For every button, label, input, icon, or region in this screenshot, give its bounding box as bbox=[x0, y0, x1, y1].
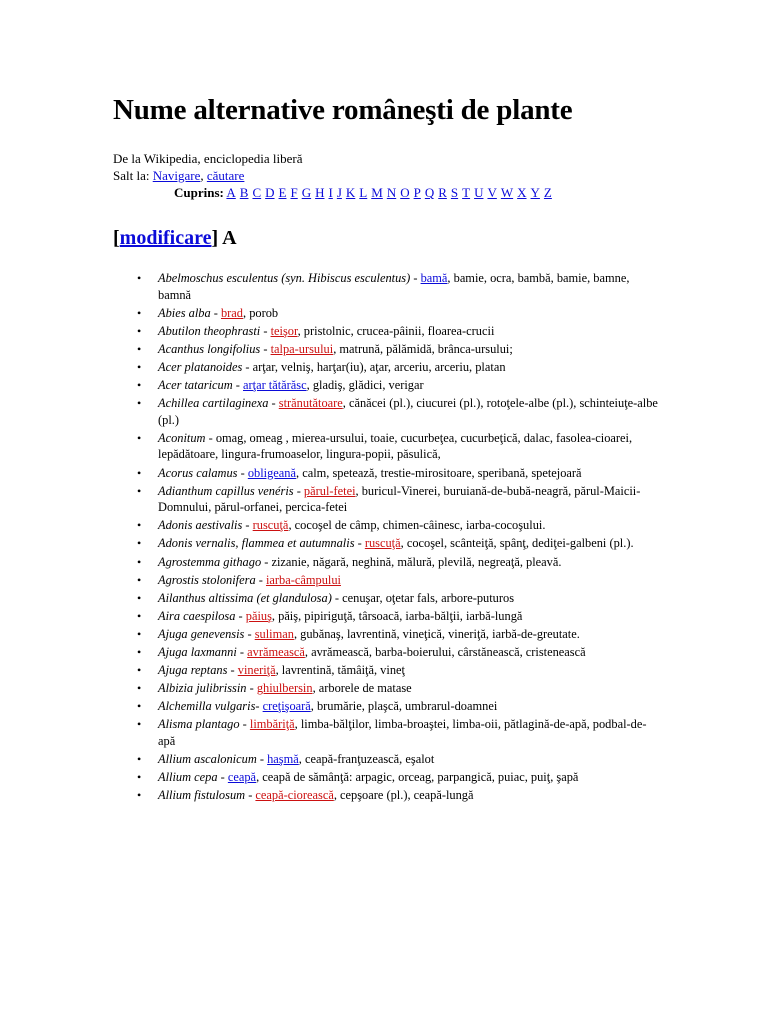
section-letter: A bbox=[222, 227, 237, 249]
common-name-link[interactable]: limbăriţă bbox=[249, 717, 295, 732]
name-separator: - bbox=[242, 518, 253, 533]
alternative-names: , gubănaş, lavrentină, vineţică, vineriţă, iarbă-de-greutate. bbox=[293, 626, 580, 641]
name-separator: - bbox=[255, 699, 263, 714]
alternative-names: , buricul-Vinerei, buruiană-de-bubă-neagră, părul-Maicii-Domnului, părul-orfanei, percica-fetei bbox=[158, 483, 641, 515]
toc-letter-link[interactable]: T bbox=[462, 185, 471, 200]
toc-letter-link[interactable]: O bbox=[400, 185, 410, 200]
name-separator: - bbox=[256, 752, 268, 767]
toc-letter-link[interactable]: Q bbox=[424, 185, 435, 200]
alternative-names: , cepşoare (pl.), ceapă-lungă bbox=[333, 788, 474, 803]
toc-letter-link[interactable]: A bbox=[226, 185, 236, 200]
list-item bbox=[137, 769, 673, 786]
toc-letter-link[interactable]: J bbox=[336, 185, 342, 200]
toc-letter-link[interactable]: L bbox=[359, 185, 368, 200]
bullet-icon: • bbox=[137, 359, 142, 374]
jump-separator: , bbox=[200, 168, 207, 183]
toc-letter-link[interactable]: C bbox=[252, 185, 262, 200]
jump-links bbox=[113, 167, 673, 184]
common-name-link[interactable]: haşmă bbox=[267, 752, 299, 767]
alternative-names: , ceapă-franţuzească, eşalot bbox=[298, 752, 435, 767]
source-line: De la Wikipedia, enciclopedia liberă bbox=[113, 151, 303, 166]
list-item bbox=[137, 359, 673, 376]
toc-letter-link[interactable]: E bbox=[278, 185, 287, 200]
bullet-icon: • bbox=[137, 644, 142, 659]
common-name-link[interactable]: păiuş bbox=[245, 608, 272, 623]
latin-name: Alisma plantago bbox=[158, 717, 240, 732]
toc-letter-link[interactable]: U bbox=[474, 185, 484, 200]
bullet-icon: • bbox=[137, 323, 142, 338]
alternative-names: , păiş, pipiriguţă, târsoacă, iarba-bălţii, iarbă-lungă bbox=[271, 608, 523, 623]
alternative-names: , cănăcei (pl.), ciucurei (pl.), rotoţele-albe (pl.), schinteiuţe-albe (pl.) bbox=[158, 396, 658, 427]
toc-letter-link[interactable]: G bbox=[301, 185, 312, 200]
toc-letter-link[interactable]: D bbox=[265, 185, 275, 200]
common-name-link[interactable]: strănutătoare bbox=[278, 396, 343, 411]
name-separator: - bbox=[354, 536, 365, 551]
bullet-icon: • bbox=[137, 536, 142, 551]
table-of-contents bbox=[174, 184, 673, 201]
list-item bbox=[137, 270, 673, 303]
alternative-names: , bamie, ocra, bambă, bamie, bamne, bamnă bbox=[158, 271, 630, 302]
name-separator: - bbox=[246, 681, 257, 696]
name-separator: - bbox=[260, 323, 271, 338]
latin-name: Adonis vernalis, flammea et autumnalis bbox=[158, 536, 355, 551]
plant-list bbox=[113, 270, 673, 804]
list-item bbox=[137, 751, 673, 768]
common-name-link[interactable]: obligeană bbox=[247, 465, 296, 480]
list-item bbox=[137, 341, 673, 358]
latin-name: Allium ascalonicum bbox=[158, 752, 257, 767]
search-link[interactable]: căutare bbox=[206, 168, 245, 183]
latin-name: Ajuga reptans bbox=[158, 663, 228, 678]
name-separator: - bbox=[210, 305, 221, 320]
toc-letter-link[interactable]: V bbox=[487, 185, 497, 200]
toc-letter-link[interactable]: Y bbox=[530, 185, 540, 200]
toc-letter-link[interactable]: Z bbox=[543, 185, 552, 200]
list-item bbox=[137, 590, 673, 607]
common-name-link[interactable]: avrămească bbox=[247, 644, 305, 659]
bullet-icon: • bbox=[137, 681, 142, 696]
name-separator: - bbox=[268, 396, 279, 411]
common-name-link[interactable]: părul-fetei bbox=[303, 483, 356, 498]
latin-name: Ajuga laxmanni bbox=[158, 644, 237, 659]
list-item bbox=[137, 483, 673, 516]
name-separator: - bbox=[261, 554, 272, 569]
name-separator: - bbox=[245, 788, 256, 803]
section-heading bbox=[113, 225, 673, 251]
article bbox=[113, 92, 673, 805]
common-name-link[interactable]: ruscuţă bbox=[252, 518, 289, 533]
common-name-link[interactable]: iarba-câmpului bbox=[265, 572, 341, 587]
latin-name: Albizia julibrissin bbox=[158, 681, 247, 696]
toc-letter-link[interactable]: M bbox=[371, 185, 383, 200]
alternative-names: , avrămească, barba-boierului, cârstănească, cristenească bbox=[304, 644, 586, 659]
list-item bbox=[137, 572, 673, 589]
list-item bbox=[137, 716, 673, 749]
toc-letter-link[interactable]: R bbox=[438, 185, 447, 200]
toc-letter-link[interactable]: B bbox=[239, 185, 249, 200]
alternative-names: , porob bbox=[243, 305, 279, 320]
list-item bbox=[137, 698, 673, 715]
name-separator: - bbox=[232, 378, 243, 393]
list-item bbox=[137, 395, 673, 428]
bullet-icon: • bbox=[137, 699, 142, 714]
name-separator: - bbox=[235, 608, 246, 623]
common-name-link[interactable]: arţar tătărăsc bbox=[243, 378, 307, 393]
common-name-link[interactable]: suliman bbox=[254, 626, 294, 641]
latin-name: Adonis aestivalis bbox=[158, 518, 243, 533]
alternative-names: , limba-bălţilor, limba-broaştei, limba-oii, pătlagină-de-apă, podbal-de-apă bbox=[158, 717, 647, 748]
edit-section-link[interactable]: modificare bbox=[119, 227, 212, 249]
common-name-link[interactable]: ghiulbersin bbox=[256, 681, 313, 696]
latin-name: Acer platanoides bbox=[158, 359, 243, 374]
list-item bbox=[137, 305, 673, 322]
alternative-names: , cocoşel de câmp, chimen-câinesc, iarba-cocoşului. bbox=[288, 518, 546, 533]
bullet-icon: • bbox=[137, 341, 142, 356]
common-name-link[interactable]: teişor bbox=[270, 323, 298, 338]
alternative-names: , brumărie, plaşcă, umbrarul-doamnei bbox=[310, 699, 498, 714]
name-separator: - bbox=[217, 770, 228, 785]
latin-name: Abelmoschus esculentus (syn. Hibiscus esculentus) bbox=[158, 271, 411, 285]
list-item bbox=[137, 626, 673, 643]
toc-letter-link[interactable]: N bbox=[386, 185, 397, 200]
toc-letter-link[interactable]: W bbox=[500, 185, 514, 200]
toc-letter-link[interactable]: S bbox=[450, 185, 459, 200]
common-name-link[interactable]: bamă bbox=[420, 271, 448, 285]
latin-name: Ajuga genevensis bbox=[158, 626, 245, 641]
latin-name: Alchemilla vulgaris bbox=[158, 699, 256, 714]
list-item bbox=[137, 377, 673, 394]
name-separator: - bbox=[237, 465, 248, 480]
list-item bbox=[137, 517, 673, 534]
toc-letter-link[interactable]: H bbox=[315, 185, 325, 200]
alternative-names: arţar, velniş, harţar(iu), aţar, arceriu, arceriu, platan bbox=[252, 359, 506, 374]
name-separator: - bbox=[410, 271, 421, 285]
latin-name: Aira caespilosa bbox=[158, 608, 236, 623]
page-title: Nume alternative româneşti de plante bbox=[113, 94, 573, 126]
toc-letter-link[interactable]: K bbox=[345, 185, 356, 200]
list-item bbox=[137, 644, 673, 661]
bullet-icon: • bbox=[137, 770, 142, 785]
latin-name: Achillea cartilaginexa bbox=[158, 396, 269, 411]
common-name-link[interactable]: ruscuţă bbox=[364, 536, 401, 551]
alternative-names: omag, omeag , mierea-ursului, toaie, cucurbeţea, cucurbeţică, dalac, fasolea-cioarei, lepădătoare, lingura-frumoaselor, lingura-popii, păsulică, bbox=[158, 430, 633, 462]
name-separator: - bbox=[293, 483, 304, 498]
list-item bbox=[137, 323, 673, 340]
bullet-icon: • bbox=[137, 430, 142, 445]
latin-name: Abutilon theophrasti bbox=[158, 323, 261, 338]
common-name-link[interactable]: brad bbox=[220, 305, 244, 320]
toc-letter-link[interactable]: X bbox=[517, 185, 527, 200]
alternative-names: , gladiş, glădici, verigar bbox=[306, 378, 424, 393]
common-name-link[interactable]: vineriţă bbox=[237, 663, 276, 678]
bullet-icon: • bbox=[137, 271, 142, 285]
bullet-icon: • bbox=[137, 663, 142, 678]
bullet-icon: • bbox=[137, 396, 142, 411]
bullet-icon: • bbox=[137, 788, 142, 803]
latin-name: Agrostis stolonifera bbox=[158, 572, 256, 587]
toc-letter-link[interactable]: I bbox=[328, 185, 333, 200]
name-separator: - bbox=[239, 717, 250, 732]
alternative-names: , matrună, pălămidă, brânca-ursului; bbox=[333, 341, 513, 356]
latin-name: Acer tataricum bbox=[158, 378, 233, 393]
alternative-names: , lavrentină, tămâiţă, vineţ bbox=[275, 663, 405, 678]
bullet-icon: • bbox=[137, 305, 142, 320]
bullet-icon: • bbox=[137, 483, 142, 498]
bullet-icon: • bbox=[137, 752, 142, 767]
common-name-link[interactable]: ceapă-ciorească bbox=[255, 788, 334, 803]
common-name-link[interactable]: ceapă bbox=[227, 770, 257, 785]
list-item bbox=[137, 662, 673, 679]
common-name-link[interactable]: creţişoară bbox=[262, 699, 311, 714]
bullet-icon: • bbox=[137, 554, 142, 569]
bullet-icon: • bbox=[137, 378, 142, 393]
latin-name: Acanthus longifolius bbox=[158, 341, 261, 356]
jump-prefix: Salt la: bbox=[113, 168, 150, 183]
name-separator: - bbox=[331, 590, 343, 605]
site-subtitle bbox=[113, 150, 673, 167]
alternative-names: , ceapă de sămânţă: arpagic, orceag, parpangică, puiac, puiţ, şapă bbox=[256, 770, 579, 785]
toc-label: Cuprins: bbox=[174, 185, 224, 200]
alternative-names: , arborele de matase bbox=[312, 681, 412, 696]
edit-bracket-close: ] bbox=[211, 227, 219, 249]
list-item bbox=[137, 465, 673, 482]
bullet-icon: • bbox=[137, 590, 142, 605]
edit-bracket-open: [ bbox=[113, 227, 120, 249]
bullet-icon: • bbox=[137, 717, 142, 732]
latin-name: Allium cepa bbox=[158, 770, 218, 785]
list-item bbox=[137, 430, 673, 463]
latin-name: Adianthum capillus venéris bbox=[158, 483, 294, 498]
alternative-names: zizanie, năgară, neghină, mălură, plevilă, negreaţă, pleavă. bbox=[271, 554, 562, 569]
name-separator: - bbox=[227, 663, 238, 678]
name-separator: - bbox=[260, 341, 271, 356]
alternative-names: cenuşar, oţetar fals, arbore-puturos bbox=[342, 590, 515, 605]
common-name-link[interactable]: talpa-ursului bbox=[270, 341, 334, 356]
latin-name: Allium fistulosum bbox=[158, 788, 246, 803]
bullet-icon: • bbox=[137, 626, 142, 641]
nav-link[interactable]: Navigare bbox=[152, 168, 201, 183]
name-separator: - bbox=[244, 626, 255, 641]
latin-name: Aconitum bbox=[158, 430, 206, 445]
bullet-icon: • bbox=[137, 465, 142, 480]
list-item bbox=[137, 608, 673, 625]
toc-letter-link[interactable]: F bbox=[290, 185, 298, 200]
bullet-icon: • bbox=[137, 572, 142, 587]
bullet-icon: • bbox=[137, 518, 142, 533]
alternative-names: , calm, spetează, trestie-mirositoare, speribană, spetejoară bbox=[296, 465, 582, 480]
latin-name: Abies alba bbox=[158, 305, 211, 320]
latin-name: Acorus calamus bbox=[158, 465, 238, 480]
name-separator: - bbox=[205, 430, 216, 445]
list-item bbox=[137, 554, 673, 571]
toc-letters bbox=[226, 185, 555, 200]
alternative-names: , cocoşel, scânteiţă, spânţ, dediţei-galbeni (pl.). bbox=[400, 536, 634, 551]
list-item bbox=[137, 787, 673, 804]
latin-name: Ailanthus altissima (et glandulosa) bbox=[158, 590, 332, 605]
name-separator: - bbox=[236, 644, 248, 659]
latin-name: Agrostemma githago bbox=[158, 554, 262, 569]
toc-letter-link[interactable]: P bbox=[413, 185, 421, 200]
name-separator: - bbox=[255, 572, 266, 587]
list-item bbox=[137, 680, 673, 697]
bullet-icon: • bbox=[137, 608, 142, 623]
name-separator: - bbox=[242, 359, 253, 374]
list-item bbox=[137, 535, 673, 552]
alternative-names: , pristolnic, crucea-pâinii, floarea-crucii bbox=[297, 323, 495, 338]
